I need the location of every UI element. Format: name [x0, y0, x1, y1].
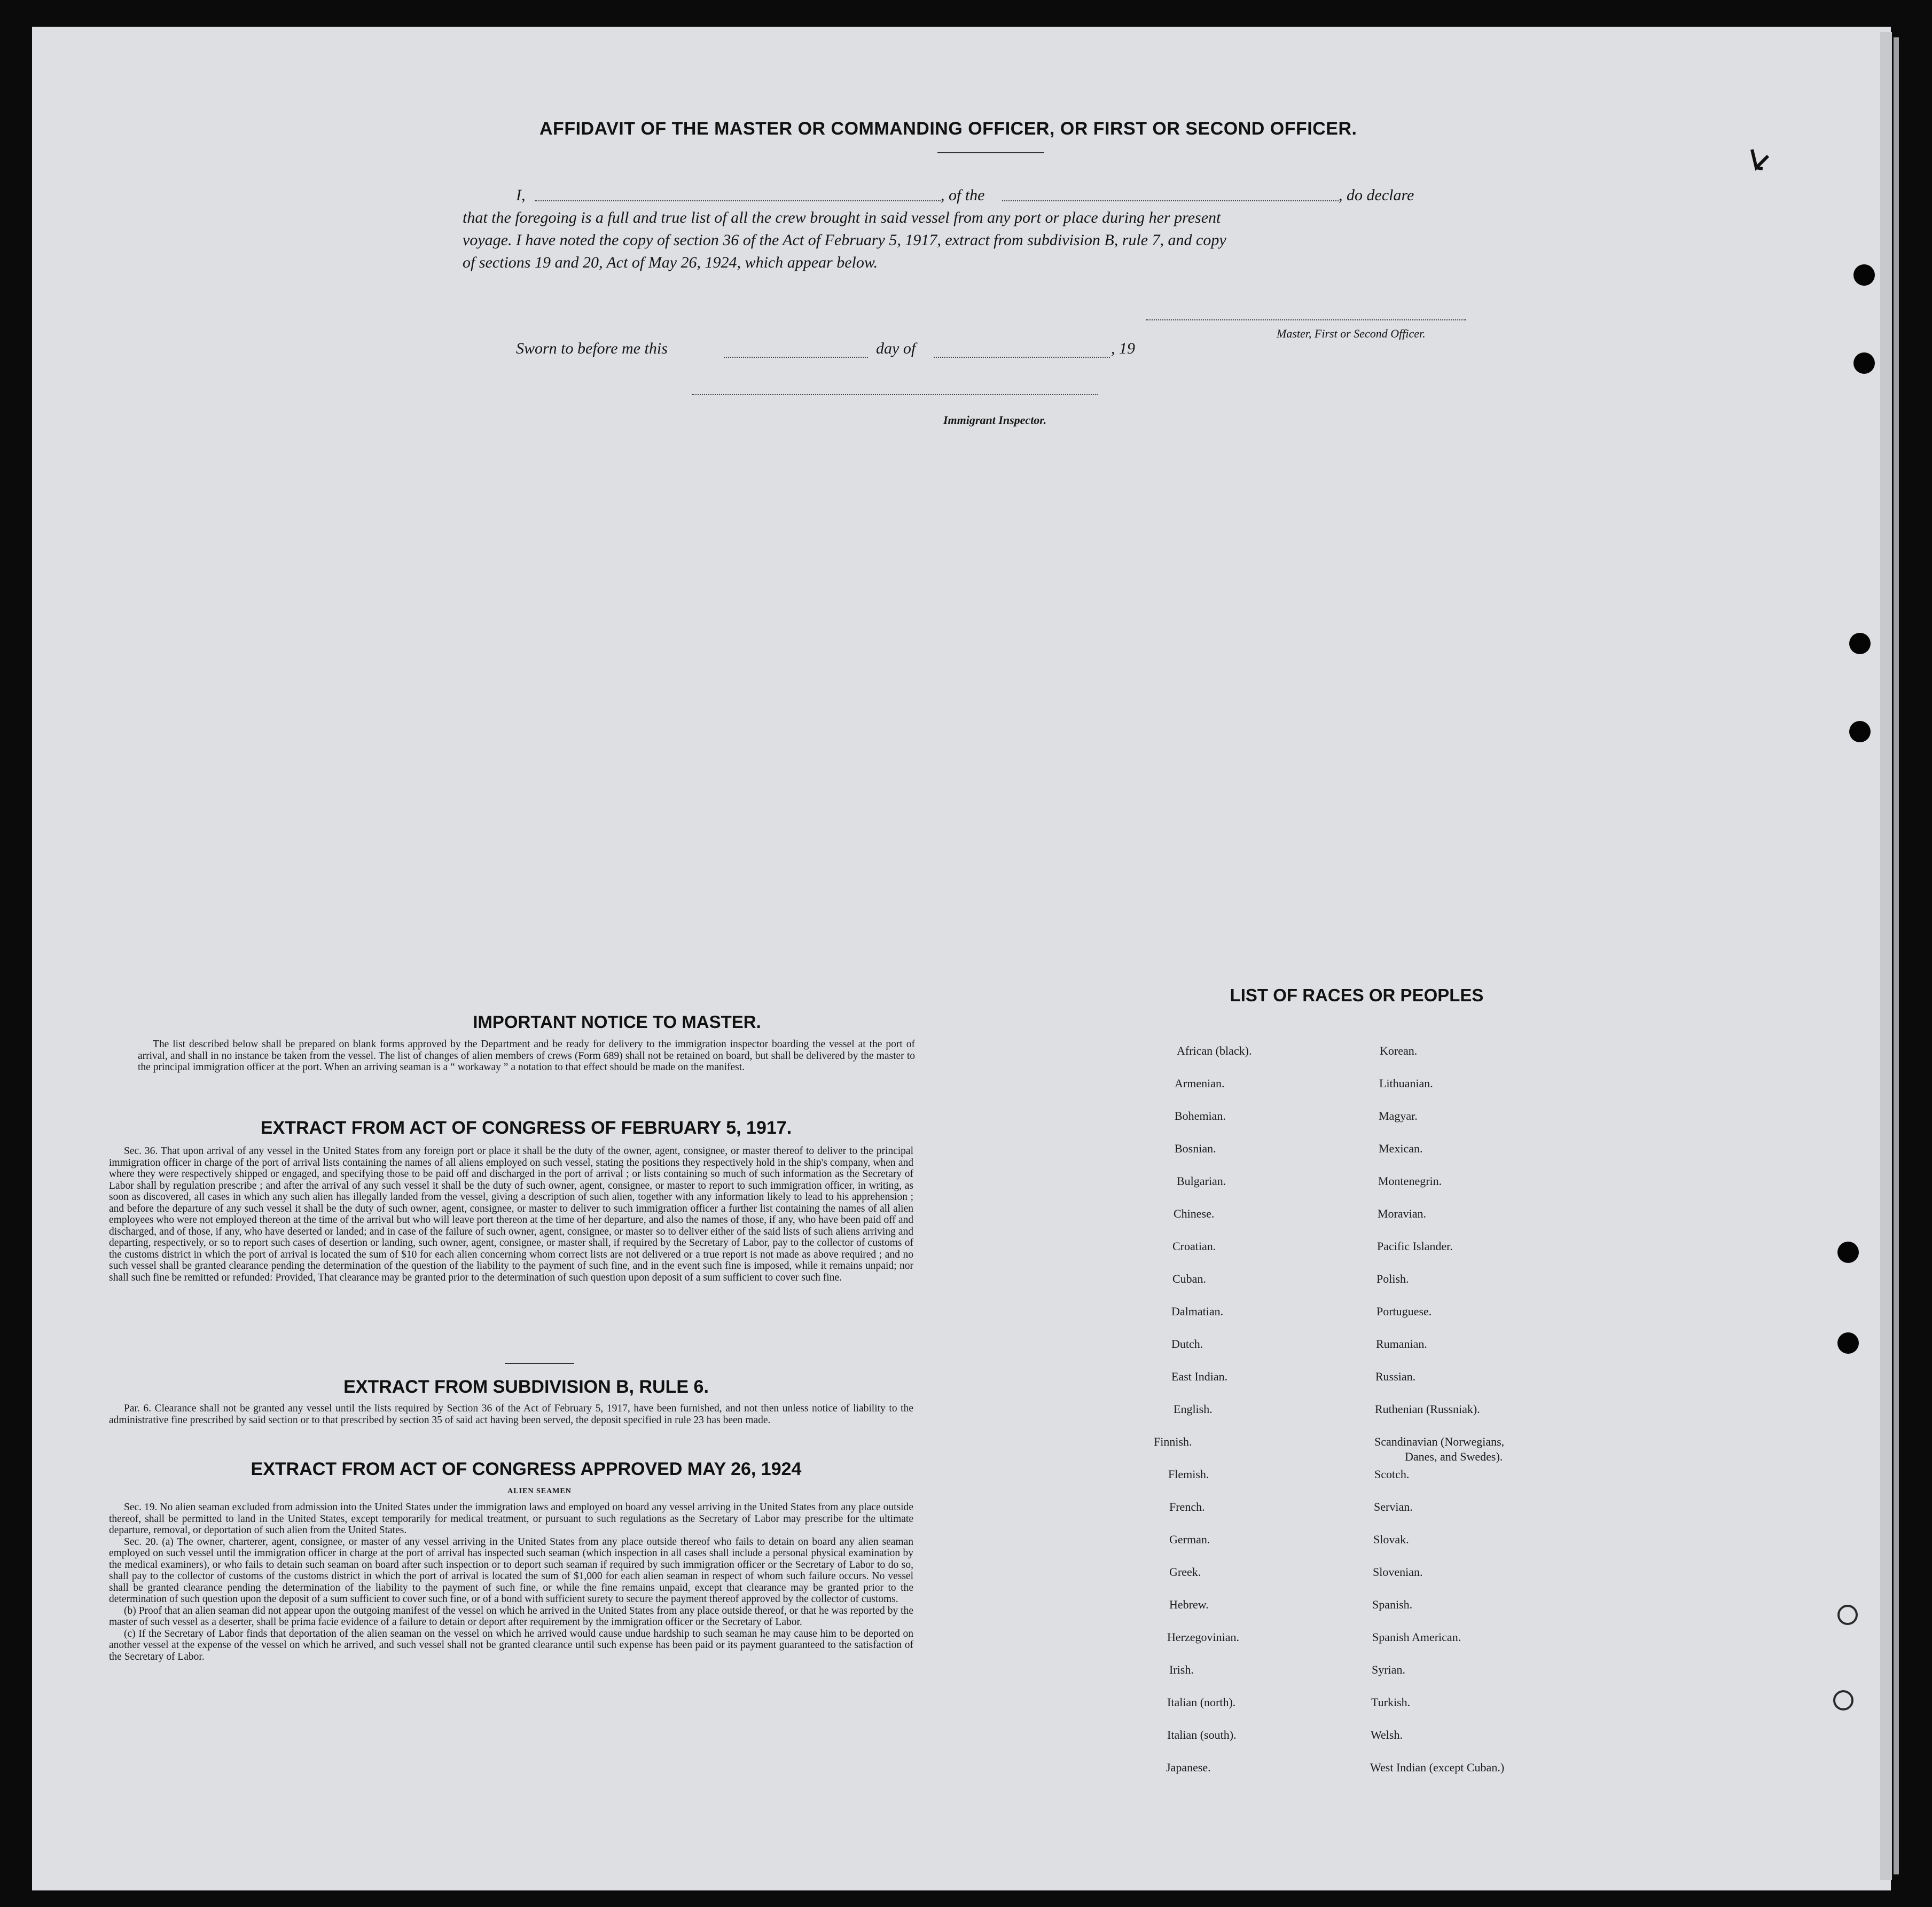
- race-item: Bulgarian.: [1177, 1174, 1226, 1188]
- race-item: Armenian.: [1175, 1077, 1225, 1090]
- sworn-month-blank[interactable]: [934, 357, 1110, 358]
- punch-hole: [1837, 1332, 1859, 1354]
- section-20b-text: (b) Proof that an alien seaman did not appear upon the outgoing manifest of the vessel on which he arrived in the United States from any place outside thereof, or that he was reported by the master of such vessel as a deserter, shall be prima facie evidence of a failure to detain or deport after requirement by the immigration officer or the Secretary of Labor.: [109, 1605, 913, 1628]
- title-rule: [937, 152, 1044, 153]
- extract-1924-body: [109, 1502, 913, 1662]
- punch-hole: [1853, 264, 1875, 286]
- handwritten-mark: [1747, 144, 1773, 176]
- declaration-do-declare: , do declare: [1339, 186, 1414, 204]
- race-item: Finnish.: [1154, 1435, 1192, 1448]
- race-item-continuation: Danes, and Swedes).: [1405, 1450, 1503, 1463]
- sworn-year: , 19: [1111, 340, 1135, 357]
- race-item: Spanish American.: [1372, 1630, 1461, 1644]
- affidavit-declaration: [463, 184, 1509, 274]
- race-item: Flemish.: [1168, 1467, 1209, 1481]
- race-item: West Indian (except Cuban.): [1370, 1761, 1505, 1774]
- race-item: Korean.: [1380, 1044, 1418, 1057]
- page-edge-shadow: [1894, 37, 1899, 1874]
- race-item: Syrian.: [1372, 1663, 1405, 1676]
- race-item: Moravian.: [1378, 1207, 1427, 1220]
- declaration-line-1: [463, 184, 1509, 207]
- race-item: Italian (north).: [1167, 1696, 1236, 1709]
- race-item: Slovak.: [1373, 1533, 1409, 1546]
- page-edge: [1880, 32, 1892, 1880]
- subdivision-b-body: [109, 1403, 913, 1426]
- inspector-signature-line[interactable]: [692, 394, 1098, 395]
- master-signature-caption: Master, First or Second Officer.: [1277, 327, 1426, 340]
- punch-hole: [1849, 721, 1871, 742]
- race-item: Chinese.: [1174, 1207, 1215, 1220]
- race-item: Scandinavian (Norwegians,: [1374, 1435, 1505, 1448]
- punch-hole: [1837, 1242, 1859, 1263]
- race-item: East Indian.: [1171, 1370, 1228, 1383]
- race-item: Turkish.: [1371, 1696, 1411, 1709]
- punch-hole: [1849, 633, 1871, 654]
- notice-body: [138, 1039, 915, 1073]
- race-item: Bosnian.: [1175, 1142, 1216, 1155]
- race-item: English.: [1174, 1402, 1213, 1416]
- inspector-caption: Immigrant Inspector.: [943, 413, 1047, 427]
- declaration-line-3: voyage. I have noted the copy of section 36 of the Act of February 5, 1917, extract from subdivision B, rule 7, and copy: [463, 231, 1226, 249]
- sworn-prefix: Sworn to before me this: [516, 340, 668, 357]
- race-item: Scotch.: [1374, 1467, 1410, 1481]
- extract-1917-body: [109, 1145, 913, 1283]
- paragraph-6-text: Par. 6. Clearance shall not be granted any vessel until the lists required by Section 36 of the Act of February 5, 1917, have been furnished, and not then unless notice of liability to the administrative fine prescribed by said section or to that prescribed by section 35 of said act having been served, the deposit specified in rule 23 has been made.: [109, 1403, 913, 1426]
- alien-seamen-subtitle: ALIEN SEAMEN: [507, 1487, 572, 1495]
- race-item: Dutch.: [1171, 1337, 1203, 1351]
- declaration-i: I,: [516, 186, 526, 204]
- race-item: Japanese.: [1166, 1761, 1211, 1774]
- race-item: Bohemian.: [1175, 1109, 1226, 1123]
- section-20a-text: Sec. 20. (a) The owner, charterer, agent, consignee, or master of any vessel arriving in the United States from any place outside thereof who fails to detain on board any alien seaman employed on such vessel until the immigration officer in charge at the port of arrival has inspected such seaman (which inspection in all cases shall include a personal physical examination by the medical examiners), or who fails to detain such seaman on board after such inspection or to deport such seaman if required by such immigration officer or the Secretary of Labor to do so, shall pay to the collector of customs of the customs district in which the port of arrival is located the sum of $1,000 for each alien seaman in respect of whom such failure occurs. No vessel shall be granted clearance pending the determination of the liability to the payment of such fine, or while the fine remains unpaid, except that clearance may be granted prior to the determination of such question upon the deposit of a sum sufficient to cover such fine, or of a bond with sufficient surety to secure the payment thereof approved by the collector of customs.: [109, 1536, 913, 1605]
- name-blank[interactable]: [535, 200, 941, 201]
- race-item: Hebrew.: [1169, 1598, 1209, 1611]
- race-item: Dalmatian.: [1171, 1305, 1224, 1318]
- declaration-of-the: , of the: [941, 186, 985, 204]
- race-item: Polish.: [1376, 1272, 1409, 1285]
- race-item: Portuguese.: [1376, 1305, 1432, 1318]
- section-19-text: Sec. 19. No alien seaman excluded from admission into the United States under the immigration laws and employed on board any vessel arriving in the United States from any place outside thereof, shall be permitted to land in the United States, except temporarily for medical treatment, or pursuant to such regulations as the Secretary of Labor may prescribe for the ultimate departure, removal, or deportation of such alien from the United States.: [109, 1502, 913, 1536]
- notice-text: The list described below shall be prepared on blank forms approved by the Department and be ready for delivery to the immigration inspector boarding the vessel at the port of arrival, and shall in no instance be taken from the vessel. The list of changes of alien members of crews (Form 689) shall not be retained on board, but shall be delivered by the master to the principal immigration officer at the port. When an arriving seaman is a “ workaway ” a notation to that effect should be made on the manifest.: [138, 1039, 915, 1073]
- punch-hole: [1837, 1605, 1858, 1625]
- race-item: Cuban.: [1172, 1272, 1206, 1285]
- race-item: Greek.: [1169, 1565, 1201, 1579]
- race-item: Pacific Islander.: [1377, 1239, 1453, 1253]
- race-item: Herzegovinian.: [1167, 1630, 1239, 1644]
- race-item: Mexican.: [1379, 1142, 1423, 1155]
- race-item: Welsh.: [1371, 1728, 1403, 1741]
- subdivision-b-title: EXTRACT FROM SUBDIVISION B, RULE 6.: [343, 1377, 709, 1397]
- race-item: Croatian.: [1172, 1239, 1216, 1253]
- race-item: Montenegrin.: [1378, 1174, 1442, 1188]
- extract-1924-title: EXTRACT FROM ACT OF CONGRESS APPROVED MAY 26, 1924: [251, 1459, 802, 1479]
- master-signature-line[interactable]: [1146, 319, 1466, 320]
- race-item: German.: [1169, 1533, 1210, 1546]
- section-20c-text: (c) If the Secretary of Labor finds that deportation of the alien seaman on the vessel on which he arrived would cause undue hardship to such seaman he may cause him to be deported on another vessel at the expense of the vessel on which he arrived, and such vessel shall not be granted clearance until such expense has been paid or its payment guaranteed to the satisfaction of the Secretary of Labor.: [109, 1628, 913, 1662]
- race-item: Lithuanian.: [1379, 1077, 1433, 1090]
- race-item: Rumanian.: [1376, 1337, 1427, 1351]
- race-item: Irish.: [1169, 1663, 1194, 1676]
- affidavit-title: AFFIDAVIT OF THE MASTER OR COMMANDING OFFICER, OR FIRST OR SECOND OFFICER.: [539, 119, 1357, 139]
- race-item: French.: [1169, 1500, 1205, 1513]
- section-36-text: Sec. 36. That upon arrival of any vessel in the United States from any foreign port or place it shall be the duty of the owner, agent, consignee, or master thereof to deliver to the principal immigration officer in charge of the port of arrival lists containing the names of all aliens employed on such vessel, stating the positions they respectively hold in the ship's company, when and where they were respectively shipped or engaged, and specifying those to be paid off and discharged in the port of arrival ; or lists containing so much of such information as the Secretary of Labor shall by regulation prescribe ; and after the arrival of any such vessel it shall be the duty of such owner, agent, consignee, or master to report to such immigration officer, in writing, as soon as discovered, all cases in which any such alien has illegally landed from the vessel, giving a description of such alien, together with any information likely to lead to his apprehension ; and before the departure of any such vessel it shall be the duty of such owner, agent, consignee, or master to deliver to such immigration officer a further list containing the names of all alien employees who were not employed thereon at the time of the arrival but who will leave port thereon at the time of her departure, and also the names of those, if any, who have been paid off and discharged, and of those, if any, who have deserted or landed; and in case of the failure of such owner, agent, consignee, or master so to deliver either of the said lists of such aliens arriving and departing, respectively, or so to report such cases of desertion or landing, such owner, agent, consignee, or master shall, if required by the Secretary of Labor, pay to the collector of customs of the customs district in which the port of arrival is located the sum of $10 for each alien concerning whom correct lists are not delivered or a true report is not made as above required ; and no such vessel shall be granted clearance pending the determination of the question of the liability to the payment of such fine, and in the event such fine is imposed, while it remains unpaid; nor shall such fine be remitted or refunded: Provided, That clearance may be granted prior to the determination of such question upon deposit of a sum sufficient to cover such fine.: [109, 1145, 913, 1283]
- sworn-day-label: day of: [876, 340, 916, 357]
- races-title: LIST OF RACES OR PEOPLES: [1230, 985, 1484, 1005]
- declaration-line-2: that the foregoing is a full and true list of all the crew brought in said vessel from any port or place during her present: [463, 209, 1221, 226]
- race-item: Servian.: [1374, 1500, 1413, 1513]
- vessel-blank[interactable]: [1002, 200, 1339, 201]
- race-item: Spanish.: [1372, 1598, 1413, 1611]
- declaration-line-4: of sections 19 and 20, Act of May 26, 1924, which appear below.: [463, 254, 878, 271]
- race-item: Magyar.: [1379, 1109, 1418, 1123]
- section-divider: [505, 1363, 574, 1364]
- race-item: Slovenian.: [1373, 1565, 1423, 1579]
- sworn-day-blank[interactable]: [724, 357, 868, 358]
- race-item: Ruthenian (Russniak).: [1375, 1402, 1480, 1416]
- race-item: Italian (south).: [1167, 1728, 1237, 1741]
- punch-hole: [1833, 1690, 1853, 1710]
- notice-title: IMPORTANT NOTICE TO MASTER.: [473, 1012, 761, 1032]
- race-item: Russian.: [1375, 1370, 1416, 1383]
- extract-1917-title: EXTRACT FROM ACT OF CONGRESS OF FEBRUARY 5, 1917.: [260, 1118, 792, 1138]
- punch-hole: [1853, 352, 1875, 374]
- race-item: African (black).: [1177, 1044, 1252, 1057]
